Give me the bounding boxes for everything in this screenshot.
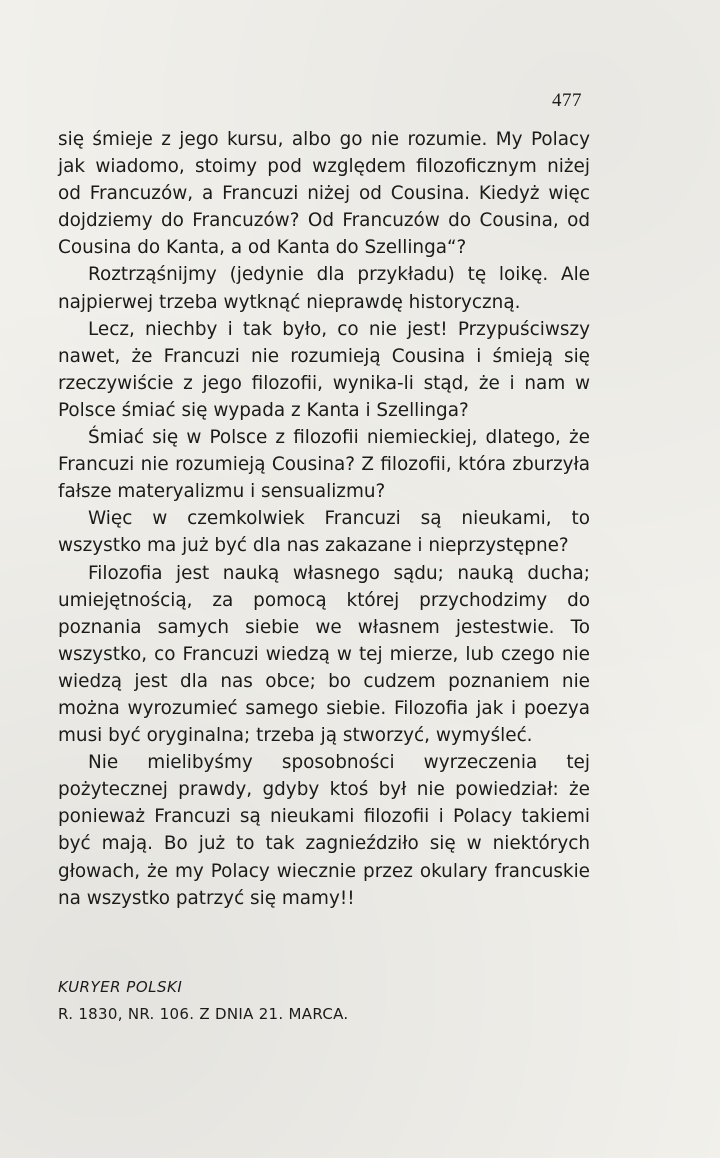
paragraph: Filozofia jest nauką własnego sądu; nauką ducha; umiejętnością, za pomocą której przychodzimy do poznania samych siebie we własnem jestestwie. To wszystko, co Francuzi wiedzą w tej mierze, lub czego nie wiedzą jest dla nas obce; bo cudzem poznaniem nie można wyrozumieć samego siebie. Filozofia jak i poezya musi być oryginalna; trzeba ją stworzyć, wymyśleć. — [58, 562, 590, 747]
paragraph: Nie mielibyśmy sposobności wyrzeczenia tej pożytecznej prawdy, gdyby ktoś był nie powiedział: że ponieważ Francuzi są nieukami filozofii i Polacy takiemi być mają. Bo już to tak zagnieździło się w niektórych głowach, że my Polacy wiecznie przez okulary francuskie na wszystko patrzyć się mamy!! — [58, 752, 590, 909]
paragraph-continuation: się śmieje z jego kursu, albo go nie rozumie. My Polacy jak wiadomo, stoimy pod względem filozoficznym niżej od Francuzów, a Francuzi niżej od Cousina. Kiedyż więc dojdziemy do Francuzów? Od Francuzów do Cousina, od Cousina do Kanta, a od Kanta do Szellinga“? — [58, 129, 590, 259]
paragraph: Śmiać się w Polsce z filozofii niemieckiej, dlatego, że Francuzi nie rozumieją Cousina? Z filozofii, która zburzyła fałsze materyalizmu i sensualizmu? — [58, 427, 590, 503]
page-number: 477 — [552, 90, 582, 111]
article-body — [58, 126, 590, 912]
source-issue: R. 1830, NR. 106. Z DNIA 21. MARCA. — [58, 1005, 349, 1023]
source-journal: KURYER POLSKI — [58, 978, 183, 996]
paragraph: Lecz, niechby i tak było, co nie jest! Przypuściwszy nawet, że Francuzi nie rozumieją Cousina i śmieją się rzeczywiście z jego filozofii, wynika-li stąd, że i nam w Polsce śmiać się wypada z Kanta i Szellinga? — [58, 318, 590, 421]
source-citation — [58, 974, 348, 1028]
paragraph: Roztrząśnijmy (jedynie dla przykładu) tę loikę. Ale najpierwej trzeba wytknąć nieprawdę historyczną. — [58, 264, 590, 313]
paragraph: Więc w czemkolwiek Francuzi są nieukami, to wszystko ma już być dla nas zakazane i nieprzystępne? — [58, 508, 590, 557]
